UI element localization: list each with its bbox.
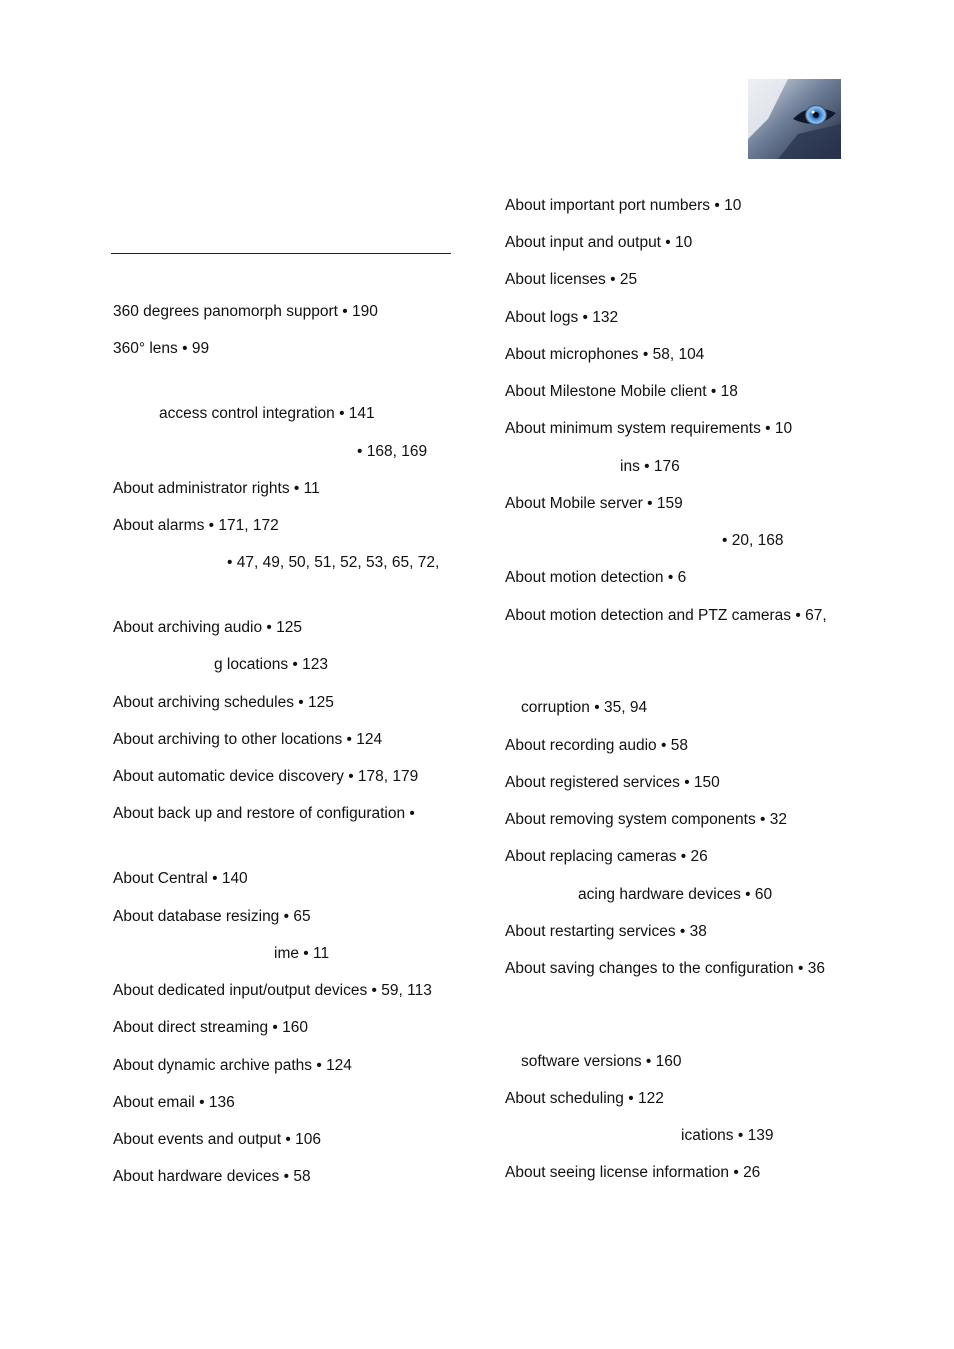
section-divider xyxy=(111,253,451,254)
index-entry: About email • 136 xyxy=(113,1094,235,1111)
index-entry: corruption • 35, 94 xyxy=(521,699,648,716)
index-entry: ime • 11 xyxy=(274,945,330,962)
index-entry: About archiving audio • 125 xyxy=(113,619,302,636)
index-entry: About input and output • 10 xyxy=(505,234,693,251)
index-entry: About Mobile server • 159 xyxy=(505,495,683,512)
index-entry: About seeing license information • 26 xyxy=(505,1164,761,1181)
index-entry: About replacing cameras • 26 xyxy=(505,848,708,865)
index-entry: About minimum system requirements • 10 xyxy=(505,420,793,437)
index-entry: About dynamic archive paths • 124 xyxy=(113,1057,352,1074)
index-entry: About archiving schedules • 125 xyxy=(113,694,334,711)
index-entry: About Milestone Mobile client • 18 xyxy=(505,383,738,400)
index-entry: About events and output • 106 xyxy=(113,1131,321,1148)
index-entry: About licenses • 25 xyxy=(505,271,638,288)
index-entry: About logs • 132 xyxy=(505,309,619,326)
index-entry: ins • 176 xyxy=(620,458,680,475)
index-entry: About saving changes to the configuration • 36 xyxy=(505,960,825,977)
index-entry: About database resizing • 65 xyxy=(113,908,311,925)
index-entry: access control integration • 141 xyxy=(159,405,375,422)
index-entry: About important port numbers • 10 xyxy=(505,197,742,214)
index-entry: ications • 139 xyxy=(681,1127,774,1144)
index-entry: About back up and restore of configuration • xyxy=(113,805,415,822)
index-entry: • 20, 168 xyxy=(722,532,784,549)
index-entry: 360 degrees panomorph support • 190 xyxy=(113,303,378,320)
index-entry: About recording audio • 58 xyxy=(505,737,688,754)
index-entry: 360° lens • 99 xyxy=(113,340,210,357)
index-entry: About microphones • 58, 104 xyxy=(505,346,705,363)
index-entry: About scheduling • 122 xyxy=(505,1090,664,1107)
wolf-eye-icon xyxy=(748,79,841,159)
index-entry: About administrator rights • 11 xyxy=(113,480,320,497)
index-entry: g locations • 123 xyxy=(214,656,329,673)
index-entry: About archiving to other locations • 124 xyxy=(113,731,383,748)
wolf-eye-logo xyxy=(748,79,841,159)
index-entry: software versions • 160 xyxy=(521,1053,682,1070)
index-entry: About registered services • 150 xyxy=(505,774,720,791)
index-entry: About dedicated input/output devices • 59, 113 xyxy=(113,982,432,999)
index-entry: About automatic device discovery • 178, 179 xyxy=(113,768,419,785)
index-entry: About removing system components • 32 xyxy=(505,811,787,828)
index-entry: • 47, 49, 50, 51, 52, 53, 65, 72, xyxy=(227,554,440,571)
index-entry: About direct streaming • 160 xyxy=(113,1019,308,1036)
index-entry: About hardware devices • 58 xyxy=(113,1168,311,1185)
index-entry: acing hardware devices • 60 xyxy=(578,886,773,903)
index-entry: About restarting services • 38 xyxy=(505,923,707,940)
index-entry: About motion detection • 6 xyxy=(505,569,687,586)
index-entry: • 168, 169 xyxy=(357,443,428,460)
index-entry: About Central • 140 xyxy=(113,870,248,887)
index-entry: About alarms • 171, 172 xyxy=(113,517,279,534)
index-entry: About motion detection and PTZ cameras • 67, xyxy=(505,607,827,624)
